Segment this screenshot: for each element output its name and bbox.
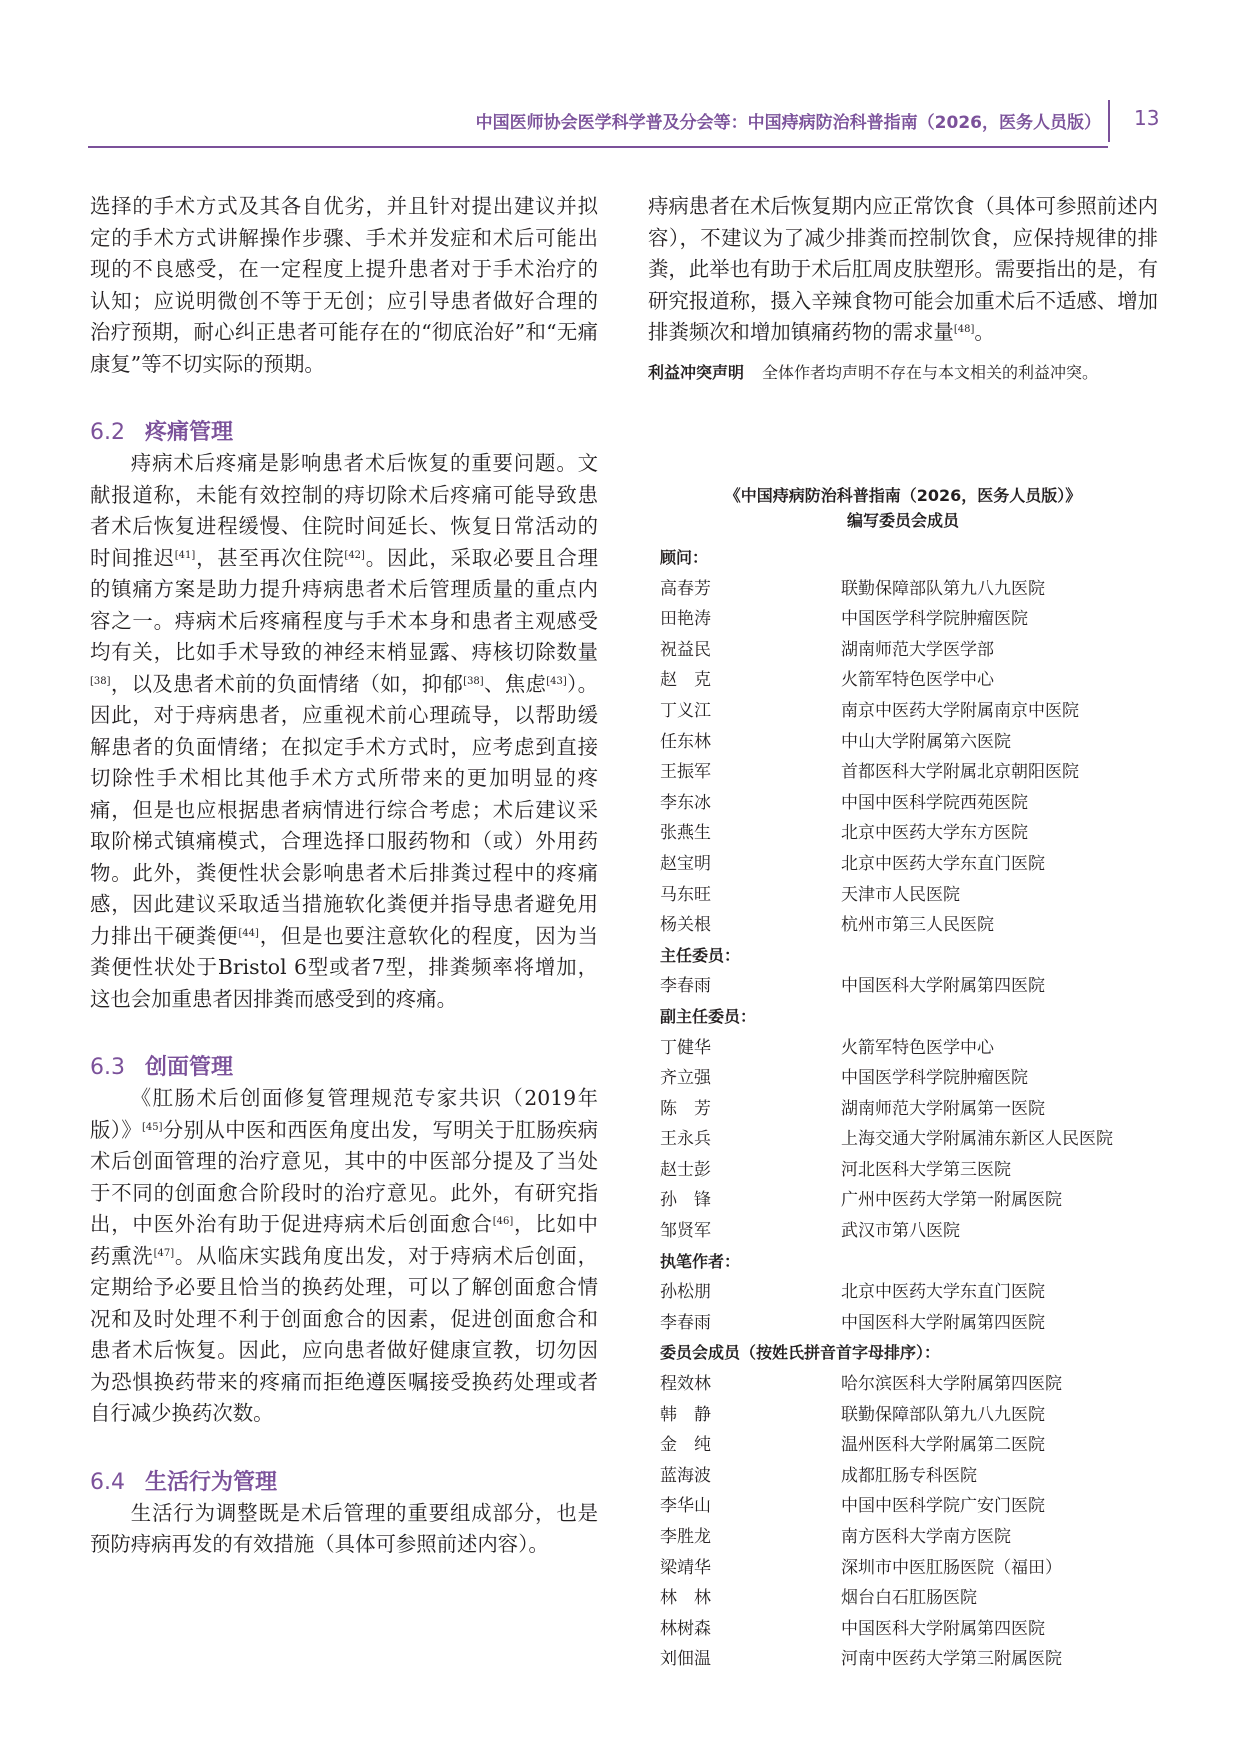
- citation[interactable]: [47]: [153, 1247, 175, 1259]
- member-affiliation: 火箭军特色医学中心: [841, 1037, 994, 1058]
- member-name: 丁健华: [660, 1037, 711, 1058]
- committee-member-row: [648, 1461, 1158, 1492]
- citation[interactable]: [44]: [238, 927, 259, 939]
- running-header: [0, 100, 1241, 140]
- lifestyle-paragraph: 生活行为调整既是术后管理的重要组成部分，也是预防痔病再发的有效措施（具体可参照前述内容）。: [90, 1500, 598, 1556]
- member-affiliation: 哈尔滨医科大学附属第四医院: [841, 1374, 1062, 1395]
- committee-role-heading: 执笔作者：: [660, 1251, 741, 1271]
- member-name: 杨关根: [660, 915, 711, 936]
- committee-member-row: [648, 727, 1158, 758]
- member-name: 金 纯: [660, 1435, 711, 1456]
- conflict-text: 全体作者均声明不存在与本文相关的利益冲突。: [762, 362, 1099, 382]
- member-affiliation: 河北医科大学第三医院: [841, 1159, 1011, 1180]
- member-name: 张燕生: [660, 823, 711, 844]
- committee-role-heading: 副主任委员：: [660, 1006, 757, 1026]
- member-name: 李胜龙: [660, 1527, 711, 1547]
- member-name: 孙 锋: [660, 1190, 711, 1211]
- member-name: 田艳涛: [660, 609, 711, 630]
- member-affiliation: 首都医科大学附属北京朝阳医院: [841, 762, 1079, 783]
- committee-member-row: [648, 1522, 1158, 1553]
- member-affiliation: 湖南师范大学附属第一医院: [841, 1098, 1045, 1119]
- member-affiliation: 温州医科大学附属第二医院: [841, 1435, 1045, 1456]
- member-name: 祝益民: [660, 639, 711, 660]
- committee-member-row: [648, 1553, 1158, 1584]
- member-affiliation: 上海交通大学附属浦东新区人民医院: [841, 1129, 1113, 1150]
- member-affiliation: 杭州市第三人民医院: [841, 915, 994, 936]
- committee-member-row: [648, 1430, 1158, 1461]
- committee-member-row: [648, 1583, 1158, 1614]
- member-name: 梁靖华: [660, 1557, 711, 1578]
- committee-member-row: [648, 1185, 1158, 1216]
- conflict-label: 利益冲突声明: [648, 362, 745, 382]
- member-affiliation: 南方医科大学南方医院: [841, 1527, 1011, 1547]
- committee-member-row: [648, 635, 1158, 666]
- left-column: [90, 191, 598, 1561]
- citation[interactable]: [42]: [344, 549, 365, 561]
- member-name: 马东旺: [660, 884, 711, 905]
- diet-paragraph: 痔病患者在术后恢复期内应正常饮食（具体可参照前述内容），不建议为了减少排粪而控制饮食，应保持规律的排粪，此举也有助于术后肛周皮肤塑形。需要指出的是，有研究报道称，摄入辛辣食物可能会加重术后不适感、增加排粪频次和增加镇痛药物的需求量[48]。: [648, 194, 1158, 344]
- section-title: 创面管理: [145, 1055, 234, 1080]
- member-affiliation: 中山大学附属第六医院: [841, 731, 1011, 752]
- committee-rows: [648, 543, 1158, 1675]
- committee-member-row: [648, 1216, 1158, 1247]
- page-number: 13: [1134, 106, 1160, 130]
- member-name: 赵 克: [660, 670, 711, 691]
- committee-member-row: [648, 1308, 1158, 1339]
- section-6-2-heading: [90, 417, 598, 448]
- member-affiliation: 成都肛肠专科医院: [841, 1465, 977, 1486]
- member-name: 任东林: [660, 731, 711, 752]
- member-affiliation: 中国医学科学院肿瘤医院: [841, 609, 1028, 630]
- member-affiliation: 火箭军特色医学中心: [841, 670, 994, 691]
- citation[interactable]: [48]: [953, 324, 975, 335]
- committee-member-row: [648, 1400, 1158, 1431]
- member-affiliation: 联勤保障部队第九八九医院: [841, 1404, 1045, 1425]
- citation[interactable]: [38]: [463, 675, 484, 687]
- committee-member-row: [648, 574, 1158, 605]
- member-name: 李华山: [660, 1496, 711, 1517]
- committee-member-row: [648, 604, 1158, 635]
- member-affiliation: 北京中医药大学东方医院: [841, 823, 1028, 844]
- header-underline: [88, 146, 1108, 148]
- committee-member-row: [648, 1277, 1158, 1308]
- committee-member-row: [648, 1491, 1158, 1522]
- member-affiliation: 南京中医药大学附属南京中医院: [841, 700, 1079, 721]
- member-affiliation: 中国医学科学院肿瘤医院: [841, 1068, 1028, 1089]
- header-title: 中国医师协会医学科学普及分会等：中国痔病防治科普指南（2026，医务人员版）: [475, 113, 1101, 133]
- member-name: 赵士彭: [660, 1159, 711, 1180]
- member-name: 林 林: [660, 1588, 711, 1609]
- member-name: 王振军: [660, 762, 711, 783]
- member-name: 王永兵: [660, 1129, 711, 1150]
- committee-member-row: [648, 757, 1158, 788]
- committee-member-row: [648, 818, 1158, 849]
- committee-subtitle: 编写委员会成员: [846, 511, 959, 530]
- citation[interactable]: [43]: [546, 675, 567, 687]
- member-affiliation: 天津市人民医院: [841, 884, 960, 905]
- member-name: 韩 静: [660, 1404, 711, 1425]
- committee-member-row: [648, 880, 1158, 911]
- committee-member-row: [648, 1033, 1158, 1064]
- committee-role-heading: 委员会成员（按姓氏拼音首字母排序）：: [660, 1343, 941, 1363]
- section-title: 生活行为管理: [145, 1469, 278, 1495]
- intro-paragraph: 选择的手术方式及其各自优劣，并且针对提出建议并拟定的手术方式讲解操作步骤、手术并发症和术后可能出现的不良感受，在一定程度上提升患者对于手术治疗的认知；应说明微创不等于无创；应引导患者做好合理的治疗预期，耐心纠正患者可能存在的“彻底治好”和“无痛康复”等不切实际的预期。: [90, 194, 598, 376]
- citation[interactable]: [46]: [492, 1216, 514, 1227]
- committee-member-row: [648, 1644, 1158, 1675]
- section-number: 6.2: [90, 420, 125, 445]
- member-name: 齐立强: [660, 1068, 711, 1089]
- member-affiliation: 北京中医药大学东直门医院: [841, 853, 1045, 874]
- citation[interactable]: [45]: [142, 1121, 163, 1133]
- member-name: 丁义江: [660, 700, 711, 721]
- conflict-of-interest: [648, 361, 1158, 385]
- section-number: 6.3: [90, 1055, 125, 1080]
- committee-member-row: [648, 971, 1158, 1002]
- member-affiliation: 烟台白石肛肠医院: [841, 1588, 977, 1609]
- committee-member-row: [648, 665, 1158, 696]
- member-affiliation: 广州中医药大学第一附属医院: [841, 1190, 1062, 1211]
- committee-member-row: [648, 696, 1158, 727]
- member-name: 程效林: [660, 1374, 711, 1395]
- member-name: 邹贤军: [660, 1221, 711, 1242]
- committee-member-row: [648, 1614, 1158, 1645]
- citation[interactable]: [41]: [174, 549, 196, 561]
- section-title: 疼痛管理: [145, 420, 234, 445]
- pain-management-paragraph: 痔病术后疼痛是影响患者术后恢复的重要问题。文献报道称，未能有效控制的痔切除术后疼痛可能导致患者术后恢复进程缓慢、住院时间延长、恢复日常活动的时间推迟[41]，甚至再次住院[42]。因此，采取必要且合理的镇痛方案是助力提升痔病患者术后管理质量的重点内容之一。痔病术后疼痛程度与手术本身和患者主观感受均有关，比如手术导致的神经末梢显露、痔核切除数量[38]，以及患者术前的负面情绪（如，抑郁[38]、焦虑[43]）。因此，对于痔病患者，应重视术前心理疏导，以帮助缓解患者的负面情绪；在拟定手术方式时，应考虑到直接切除性手术相比其他手术方式所带来的更加明显的疼痛，但是也应根据患者病情进行综合考虑；术后建议采取阶梯式镇痛模式，合理选择口服药物和（或）外用药物。此外，粪便性状会影响患者术后排粪过程中的疼痛感，因此建议采取适当措施软化粪便并指导患者避免用力排出干硬粪便[44]，但是也要注意软化的程度，因为当粪便性状处于Bristol 6型或者7型，排粪频率将增加，这也会加重患者因排粪而感受到的疼痛。: [90, 451, 599, 1011]
- committee-member-row: [648, 1124, 1158, 1155]
- committee-member-row: [648, 910, 1158, 941]
- committee-member-row: [648, 788, 1158, 819]
- member-name: 李春雨: [660, 976, 711, 997]
- member-name: 刘佃温: [660, 1649, 711, 1670]
- committee-role-heading: 主任委员：: [660, 945, 741, 965]
- member-affiliation: 湖南师范大学医学部: [841, 639, 994, 660]
- citation[interactable]: [38]: [90, 675, 111, 687]
- section-6-4-heading: [90, 1467, 598, 1498]
- member-name: 陈 芳: [660, 1098, 711, 1119]
- member-name: 李东冰: [660, 792, 711, 813]
- member-name: 李春雨: [660, 1312, 711, 1333]
- committee-role-heading: 顾问：: [660, 548, 709, 567]
- member-name: 高春芳: [660, 578, 711, 599]
- committee-list: [648, 483, 1158, 1675]
- member-affiliation: 中国中医科学院西苑医院: [841, 792, 1028, 813]
- section-6-3-heading: [90, 1052, 598, 1083]
- member-name: 林树森: [660, 1618, 711, 1639]
- member-affiliation: 中国医科大学附属第四医院: [841, 1312, 1045, 1333]
- committee-member-row: [648, 1155, 1158, 1186]
- member-affiliation: 中国医科大学附属第四医院: [841, 1618, 1045, 1639]
- section-number: 6.4: [90, 1469, 125, 1495]
- committee-title: 《中国痔病防治科普指南（2026，医务人员版）》: [724, 486, 1082, 505]
- member-affiliation: 北京中医药大学东直门医院: [841, 1282, 1045, 1303]
- member-affiliation: 深圳市中医肛肠医院（福田）: [841, 1557, 1062, 1578]
- right-column: [648, 191, 1158, 385]
- committee-member-row: [648, 849, 1158, 880]
- committee-member-row: [648, 1094, 1158, 1125]
- member-affiliation: 中国中医科学院广安门医院: [841, 1496, 1045, 1517]
- member-affiliation: 联勤保障部队第九八九医院: [841, 578, 1045, 599]
- header-divider: [1108, 100, 1110, 142]
- member-name: 赵宝明: [660, 853, 711, 874]
- member-name: 孙松朋: [660, 1282, 711, 1303]
- member-name: 蓝海波: [660, 1465, 711, 1486]
- member-affiliation: 中国医科大学附属第四医院: [841, 976, 1045, 997]
- committee-member-row: [648, 1369, 1158, 1400]
- member-affiliation: 河南中医药大学第三附属医院: [841, 1649, 1062, 1670]
- wound-management-paragraph: 《肛肠术后创面修复管理规范专家共识（2019年版）》[45]分别从中医和西医角度出发，写明关于肛肠疾病术后创面管理的治疗意见，其中的中医部分提及了当处于不同的创面愈合阶段时的治疗意见。此外，有研究指出，中医外治有助于促进痔病术后创面愈合[46]，比如中药熏洗[47]。从临床实践角度出发，对于痔病术后创面，定期给予必要且恰当的换药处理，可以了解创面愈合情况和及时处理不利于创面愈合的因素，促进创面愈合和患者术后恢复。因此，应向患者做好健康宣教，切勿因为恐惧换药带来的疼痛而拒绝遵医嘱接受换药处理或者自行减少换药次数。: [90, 1086, 599, 1425]
- committee-member-row: [648, 1063, 1158, 1094]
- member-affiliation: 武汉市第八医院: [841, 1221, 960, 1242]
